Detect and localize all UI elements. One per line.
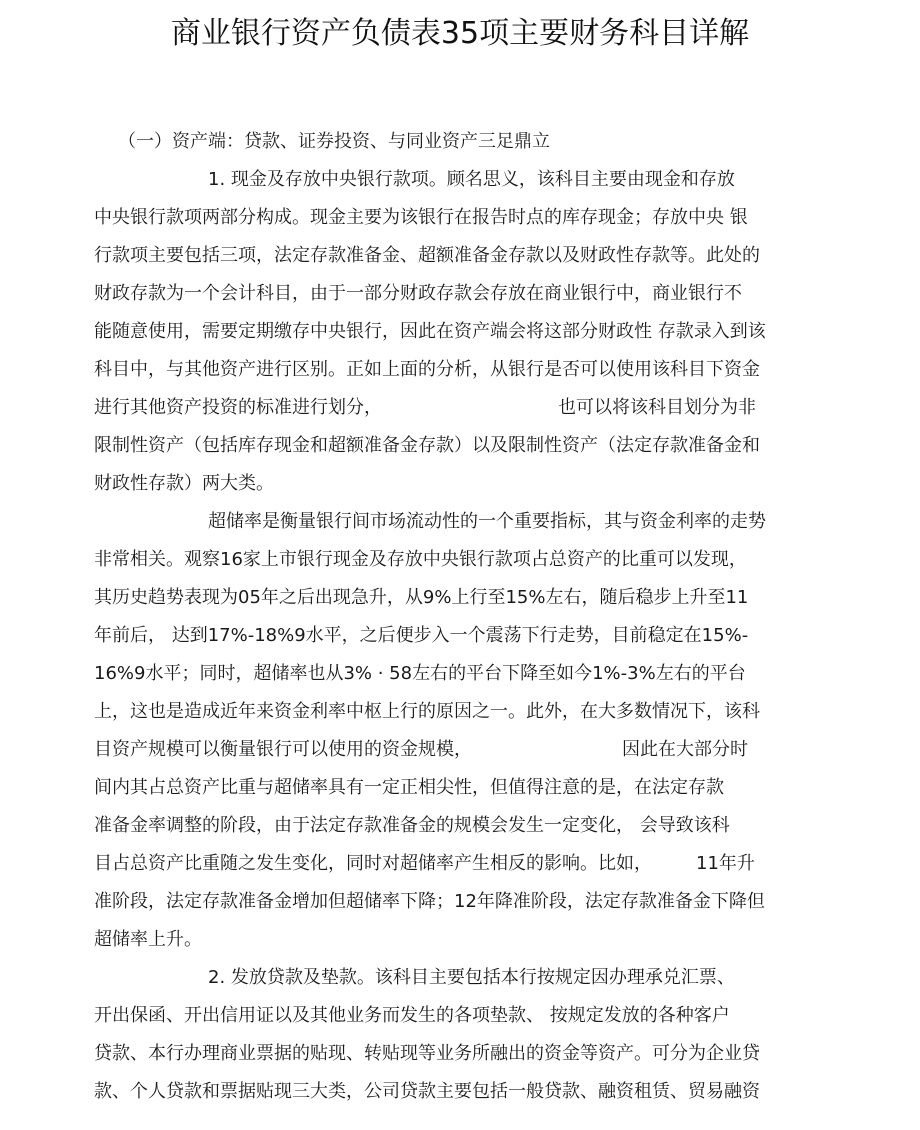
paragraph-line: 款、个人贷款和票据贴现三大类，公司贷款主要包括一般贷款、融资租赁、贸易融资 [94, 1081, 760, 1102]
paragraph-line: 财政性存款）两大类。 [94, 473, 274, 494]
line-segment: 11年升 [696, 853, 755, 874]
paragraph-line: 开出保函、开出信用证以及其他业务而发生的各项垫款、 按规定发放的各种客户 [94, 1005, 730, 1026]
section-heading: （一）资产端：贷款、证券投资、与同业资产三足鼎立 [118, 131, 550, 152]
paragraph-line: 间内其占总资产比重与超储率具有一定正相尖性，但值得注意的是，在法定存款 [94, 777, 724, 798]
paragraph-line [94, 851, 755, 877]
paragraph-line: 科目中，与其他资产进行区别。正如上面的分析，从银行是否可以使用该科目下资金 [94, 359, 760, 380]
paragraph-line: 财政存款为一个会计科目，由于一部分财政存款会存放在商业银行中，商业银行不 [94, 283, 742, 304]
paragraph-line: 行款项主要包括三项，法定存款准备金、超额准备金存款以及财政性存款等。此处的 [94, 245, 760, 266]
line-segment: 目占总资产比重随之发生变化，同时对超储率产生相反的影响。比如， [94, 853, 652, 874]
line-segment: 因此在大部分时 [622, 739, 748, 760]
paragraph-line: 1. 现金及存放中央银行款项。顾名思义，该科目主要由现金和存放 [208, 169, 735, 190]
line-segment: 也可以将该科目划分为非 [558, 397, 756, 418]
paragraph-line: 2. 发放贷款及垫款。该科目主要包括本行按规定因办理承兑汇票、 [208, 967, 735, 988]
paragraph-line: 能随意使用，需要定期缴存中央银行，因此在资产端会将这部分财政性 存款录入到该 [94, 321, 766, 342]
paragraph-line: 准阶段，法定存款准备金增加但超储率下降；12年降准阶段，法定存款准备金下降但 [94, 891, 765, 912]
paragraph-line: 其历史趋势表现为05年之后出现急升，从9%上行至15%左右，随后稳步上升至11 [94, 587, 749, 608]
paragraph-line [94, 737, 748, 763]
document-title: 商业银行资产负债表35项主要财务科目详解 [170, 16, 750, 51]
paragraph-line: 中央银行款项两部分构成。现金主要为该银行在报告时点的库存现金；存放中央 银 [94, 207, 748, 228]
paragraph-line: 上，这也是造成近年来资金利率中枢上行的原因之一。此外，在大多数情况下，该科 [94, 701, 760, 722]
paragraph-line: 超储率是衡量银行间市场流动性的一个重要指标，其与资金利率的走势 [208, 511, 766, 532]
line-segment: 目资产规模可以衡量银行可以使用的资金规模， [94, 739, 472, 760]
paragraph-line: 非常相关。观察16家上市银行现金及存放中央银行款项占总资产的比重可以发现， [94, 549, 747, 570]
line-segment: 进行其他资产投资的标准进行划分， [94, 397, 382, 418]
paragraph-line: 限制性资产（包括库存现金和超额准备金存款）以及限制性资产（法定存款准备金和 [94, 435, 760, 456]
paragraph-line: 贷款、本行办理商业票据的贴现、转贴现等业务所融出的资金等资产。可分为企业贷 [94, 1043, 760, 1064]
paragraph-line: 16%9水平；同时，超储率也从3% · 58左右的平台下降至如今1%-3%左右的平台 [94, 663, 746, 684]
paragraph-line: 年前后， 达到17%-18%9水平，之后便步入一个震荡下行走势，目前稳定在15%- [94, 625, 749, 646]
paragraph-line: 超储率上升。 [94, 929, 202, 950]
paragraph-line [94, 395, 756, 421]
paragraph-line: 准备金率调整的阶段，由于法定存款准备金的规模会发生一定变化， 会导致该科 [94, 815, 730, 836]
